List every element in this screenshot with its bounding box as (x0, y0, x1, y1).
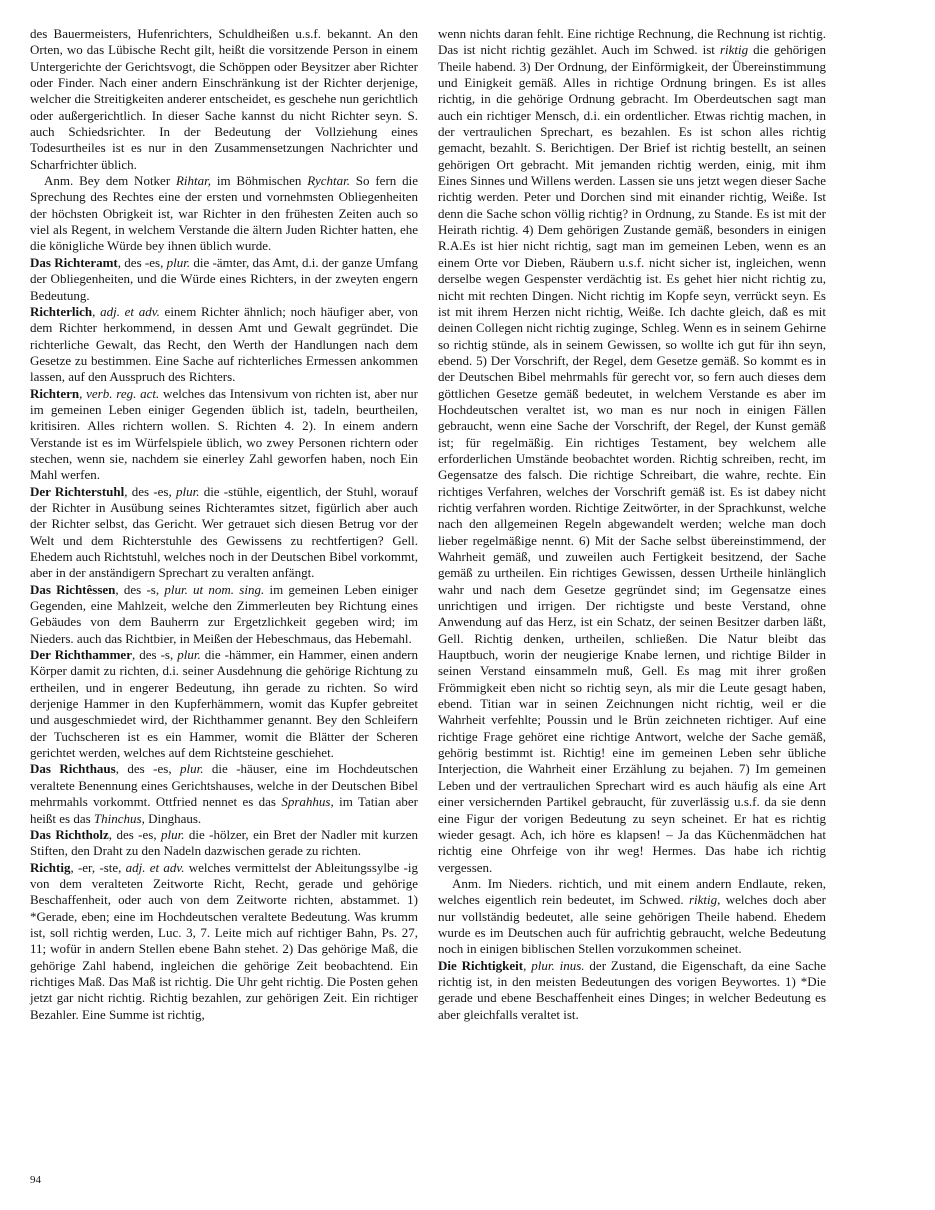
headword: Das Richtêssen (30, 581, 116, 597)
headword: Richterlich (30, 303, 93, 319)
headword: Das Richthaus (30, 761, 116, 777)
entry-richterlich: Richterlich, adj. et adv. einem Richter ähnlich; noch häufiger aber, von dem Richter herkommend, in dessen Amt und Gewalt gegründet. Die richterliche Gewalt, das Recht, den Werth der Handlungen nach dem Gesetze zu bestimmen. Eine Sache auf richterliches Ermessen ankommen lassen, auf den Ausspruch des Richters. (30, 303, 418, 385)
right-text-column (438, 26, 826, 1023)
headword: Richtern (30, 385, 80, 401)
entry-richtig: Richtig, -er, -ste, adj. et adv. welches vermittelst der Ableitungssylbe -ig von dem veralteten Zeitworte Richt, Recht, gerade und gehörige Beschaffenheit, oder auch von dem Zeitworte richten, abstammet. 1) *Gerade, eben; eine im Hochdeutschen veraltete Bedeutung. Was krumm ist, soll richtig werden, Luc. 3, 7. Leite mich auf richtiger Bahn, Ps. 27, 11; wofür in andern Stellen ebene Bahn stehet. 2) Das gehörige Maß, die gehörige Zahl habend, ingleichen die gehörige Zeit beobachtend. Ein richtiges Maß. Das Maß ist richtig. Die Uhr geht richtig. Die Posten gehen jetzt gar nicht richtig. Richtig bezahlen, zur gehörigen Zeit. Ein richtiger Bezahler. Eine Summe ist richtig, (30, 859, 418, 1022)
entry-richtholz: Das Richtholz, des -es, plur. die -hölzer, ein Bret der Nadler mit kurzen Stiften, den Draht zu den Nadeln dazwischen gerade zu richten. (30, 826, 419, 859)
note-richtig: Anm. Im Nieders. richtich, und mit einem andern Endlaute, reken, welches eigentlich rein bedeutet, im Schwed. riktig, welches doch aber nur vollständig bedeutet, alle seine gehörigen Theile habend. Ehedem wurde es im Deutschen auch für aufrichtig gebraucht, welche Bedeutung noch in einigen biblischen Stellen vorzukommen scheinet. (438, 875, 826, 957)
headword: Der Richterstuhl (30, 483, 125, 499)
entry-richter-continuation: des Bauermeisters, Hufenrichters, Schuldheißen u.s.f. bekannt. An den Orten, wo das Lübische Recht gilt, heißt die vorsitzende Person in einem Untergerichte der Gerichtsvogt, die Schöppen oder Beysitzer aber Richter oder Finder. Nach einer andern Einschränkung ist der Richter derjenige, welcher die Streitigkeiten anderer entscheidet, es geschehe nun gerichtlich oder außergerichtlich. In dieser Sache kannst du nicht Richter seyn. S. auch Schiedsrichter. In der Bedeutung der Vollziehung eines Todesurtheiles ist es nur in den Zusammensetzungen Nachrichter und Scharfrichter üblich. (30, 26, 418, 172)
headword: Der Richthammer (30, 647, 132, 663)
note-richter: Anm. Bey dem Notker Rihtar, im Böhmischen Rychtar. So fern die Sprechung des Rechtes eine der ersten und vornehmsten Obliegenheiten der höchsten Obrigkeit ist, war Richter in den frühesten Zeiten auch so viel als Regent, in welchem Verstande die ältern Juden Richter hatten, ehe die königliche Würde bey ihnen üblich wurde. (30, 173, 418, 254)
left-text-column (30, 26, 418, 1023)
headword: Das Richtholz (30, 826, 109, 842)
page-number: 94 (30, 1174, 41, 1186)
entry-richteramt: Das Richteramt, des -es, plur. die -ämter, das Amt, d.i. der ganze Umfang der Obliegenheiten, und die Würde eines Richters, in der zweyten engern Bedeutung. (30, 254, 418, 303)
entry-richtern: Richtern, verb. reg. act. welches das Intensivum von richten ist, aber nur im gemeinen Leben einiger Gegenden üblich ist, tadeln, beurtheilen, kritisiren. Alles richtern wollen. S. Richten 4. 2). In einem andern Verstande ist es im Würfelspiele üblich, wo zwey Personen richtern oder stechen, wenn sie, nachdem sie einerley Zahl geworfen haben, noch Ein Mahl werfen. (30, 385, 419, 483)
entry-richtessen: Das Richtêssen, des -s, plur. ut nom. sing. im gemeinen Leben einiger Gegenden, eine Mahlzeit, welche den Zimmerleuten bey Richtung eines Gebäudes von dem Bauherrn zur Ergetzlichkeit gegeben wird; im Nieders. auch das Richtbier, in Meißen der Hebeschmaus, das Hebemahl. (30, 581, 418, 646)
headword: Das Richteramt (30, 254, 118, 270)
entry-richthaus: Das Richthaus, des -es, plur. die -häuser, eine im Hochdeutschen veraltete Benennung eines Gerichtshauses, welche in der Deutschen Bibel mehrmahls vorkommt. Ottfried nennet es das Sprahhus, im Tatian aber heißt es das Thinchus, Dinghaus. (30, 761, 418, 826)
entry-richterstuhl: Der Richterstuhl, des -es, plur. die -stühle, eigentlich, der Stuhl, worauf der Richter in Ausübung seines Richteramtes sitzet, figürlich aber auch der Richter selbst, das Gericht. Wer getrauet sich diesen Betrug vor der Welt und dem Richterstuhle des Gewissens zu rechtfertigen? Gell. Ehedem auch Richtstuhl, welches noch in der Deutschen Bibel vorkommt, aber in der anständigern Sprechart zu veralten anfängt. (30, 483, 418, 581)
entry-richthammer: Der Richthammer, des -s, plur. die -hämmer, ein Hammer, einen andern Körper damit zu richten, d.i. seiner Ausdehnung die gehörige Richtung zu ertheilen, und in engerer Bedeutung, ihn gerade zu richten. So wird derjenige Hammer in den Kupferhämmern, womit das Kupfer gebreitet und ausgeschmiedet wird, der Richthammer genannt. Bey den Schleifern der Tuchscheren ist es ein Hammer, womit die Blätter der Scheren gerichtet werden, welches auf dem Richtsteine geschiehet. (30, 647, 419, 761)
entry-richtigkeit: Die Richtigkeit, plur. inus. der Zustand, die Eigenschaft, da eine Sache richtig ist, in den meisten Bedeutungen des vorigen Beywortes. 1) *Die gerade und ebene Beschaffenheit eines Dinges; in welcher Bedeutung es aber gleichfalls veraltet ist. (438, 957, 827, 1022)
headword: Die Richtigkeit (438, 957, 524, 973)
headword: Richtig (30, 859, 71, 875)
entry-richtig-continuation: wenn nichts daran fehlt. Eine richtige Rechnung, die Rechnung ist richtig. Das ist nicht richtig gezählet. Auch im Schwed. ist riktig die gehörigen Theile habend. 3) Der Ordnung, der Einförmigkeit, der Übereinstimmung und Einigkeit gemäß. Alles in richtige Ordnung bringen. Es ist alles richtig, in die gehörige Ordnung gebracht. Im Oberdeutschen sagt man auch ein richtiger Mensch, d.i. ein ordentlicher. Etwas richtig machen, in der vertraulichen Sprechart, es bezahlen. Es ist schon alles richtig gemacht, bezahlt. S. Berichtigen. Der Brief ist richtig bestellt, an seinen gehörigen Ort gebracht. Mit jemanden richtig werden, einig, mit ihm Eines Sinnes und Willens werden. Lassen sie uns jetzt wegen dieser Sache richtig werden. Peter und Dorchen sind mit einander richtig, Weiße. Ist denn die Sache schon völlig richtig? in Ordnung, zu Stande. Es ist mit der Heirath richtig. 4) Dem gehörigen Zustande gemäß, besonders in einigen R.A.Es ist hier nicht richtig, sagt man im gemeinen Leben, wenn es an einem Orte vor Dieben, Räubern u.s.f. nicht sicher ist, ingleichen, wenn derselbe wegen Gespenster verdächtig ist. Es gehet hier nicht richtig zu, nicht mit rechten Dingen. Nicht richtig im Kopfe seyn, verrückt seyn. Es ist mit ihrem Herzen nicht richtig, Weiße. Ich dachte gleich, daß es mit deinen Collegen nicht richtig zuginge, Schleg. Wenn es in seinem Gehirne so richtig stünde, als in seinem Gewissen, so wollte ich gut für ihn seyn, ebend. 5) Der Vorschrift, der Regel, dem Gesetze gemäß. So kommt es in der Deutschen Bibel mehrmahls für gerecht vor, so fern auch dieses dem göttlichen Gesetze gemäß bedeutet, in welchem Verstande es aber im Hochdeutschen veraltet ist, wo man es nur noch in einigen Fällen gebraucht, wenn eine Sache der Vorschrift, der Regel, der Kunst gemäß ist; für regelmäßig. Ein richtiges Testament, bey welchem alle erforderlichen Umstände beobachtet worden. Richtig schreiben, recht, im Gegensatze des falsch. Die richtige Schreibart, die wahre, rechte. Ein richtiges Verfahren, welches der Vorschrift gemäß ist. Es ist dabey nicht richtig verfahren worden. Richtige Zeitwörter, in der Sprachkunst, welche nach den allgemeinen Regeln abgewandelt werden; welche man doch lieber regelmäßige nennt. 6) Mit der Sache selbst übereinstimmend, der Wahrheit gemäß, und zuweilen auch Fertigkeit besitzend, der Sache gemäß zu urtheilen. Ein richtiges Gewissen, dessen Urtheile hinlänglich wahr und nach dem Gesetze gegründet sind; im Gegensatze eines unrichtigen und irrigen. Der richtigste und beste Verstand, ohne Anwendung auf das Herz, ist ein Schatz, der seinen Besitzer darben läßt, Gell. Richtig denken, urtheilen, schließen. Die Natur bleibt das Hauptbuch, worin der neugierige Knabe lernen, und richtige Bilder in seinen Verstand einsammeln muß, Gell. Es mag mit ihrer großen Frömmigkeit eben nicht so richtig seyn, als mir die Leute gesagt haben, ebend. Titian war in seinen Zeichnungen nicht richtig, weil er die Wahrheit verfehlte; Poussin und le Brün zeichneten richtiger. Auf eine richtige Frage gehöret eine richtige Antwort, welche der Sache gemäß, gehörig bestimmt ist. Richtig! eine im gemeinen Leben sehr übliche Interjection, die Wahrheit einer Erzählung zu bejahen. 7) Im gemeinen Leben und der vertraulichen Sprechart wird es auch häufig als eine Art einer versichernden Partikel gebraucht, für zuverlässig u.s.f. da sie denn eine Figur der vorigen Bedeutung zu seyn scheinet. Er hat es richtig wieder gesagt. Ach, ich höre es klapsen! – Ja das Küchenmädchen hat richtig eine Ohrfeige von ihr weg! Hermes. Das habe ich richtig vergessen. (438, 26, 826, 875)
